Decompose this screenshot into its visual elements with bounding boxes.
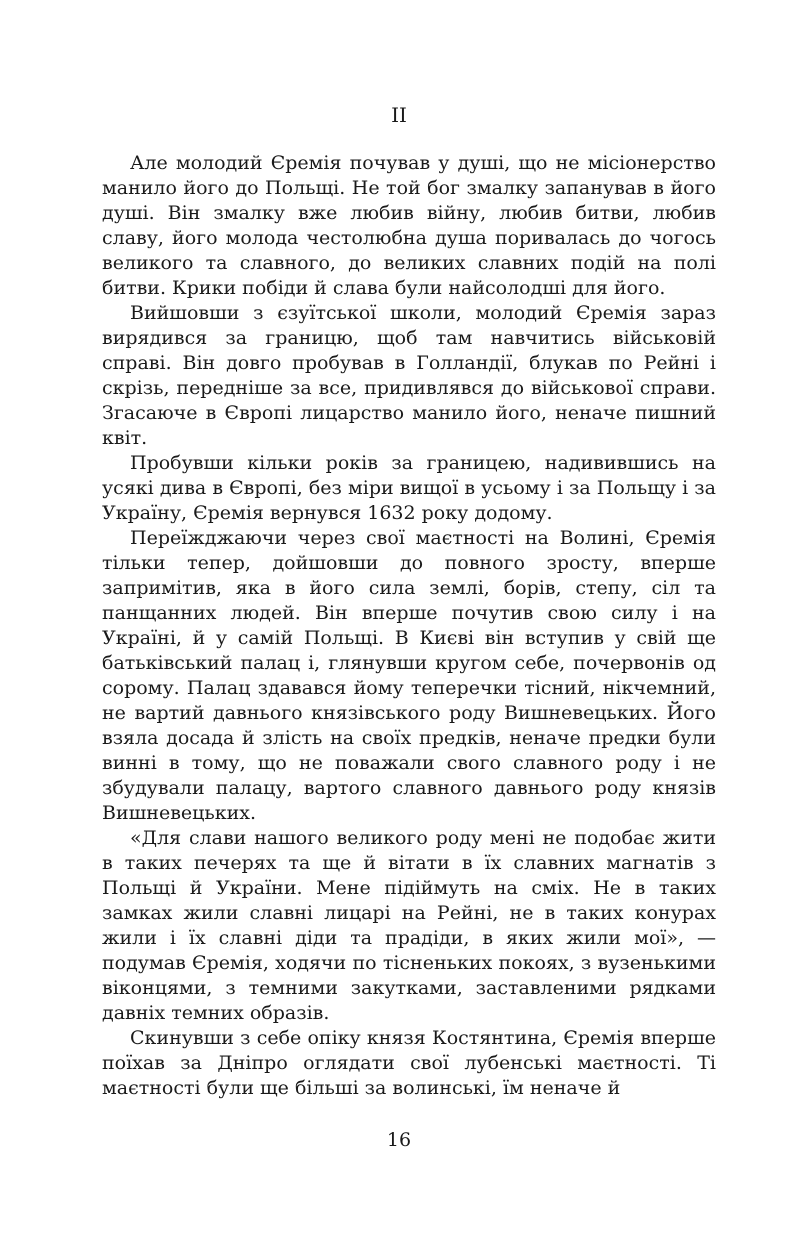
paragraph: Пробувши кільки років за границею, надивившись на усякі дива в Європі, без міри вищої в усьому і за Польщу і за Україну, Єремія вернувся 1632 року додому.: [102, 452, 716, 524]
paragraph: Вийшовши з єзуїтської школи, молодий Єремія зараз вирядився за границю, щоб там навчитись військовій справі. Він довго пробував в Голландії, блукав по Рейні і скрізь, передніше за все, придивлявся до військової справи. Згасаюче в Європі лицарство манило його, неначе пишний квіт.: [102, 302, 716, 449]
paragraph: «Для слави нашого великого роду мені не подобає жити в таких печерях та ще й вітати в їх славних магнатів з Польщі й України. Мене підіймуть на сміх. Не в таких замках жили славні лицарі на Рейні, не в таких конурах жили і їх славні діди та прадіди, в яких жили мої», — подумав Єремія, ходячи по тісненьких покоях, з вузенькими віконцями, з темними закутками, заставленими рядками давніх темних образів.: [102, 827, 716, 1024]
paragraph: Скинувши з себе опіку князя Костянтина, Єремія вперше поїхав за Дніпро оглядати свої лубенські маєтності. Ті маєтності були ще більші за волинські, їм неначе й: [102, 1027, 716, 1099]
page-number: 16: [386, 1129, 412, 1151]
paragraph: Переїжджаючи через свої маєтності на Волині, Єремія тільки тепер, дойшовши до повного зросту, вперше запримітив, яка в його сила землі, борів, степу, сіл та панщанних людей. Він вперше почутив свою силу і на Україні, й у самій Польщі. В Києві він вступив у свій ще батьківський палац і, глянувши кругом себе, почервонів од сорому. Палац здавався йому теперечки тісний, нікчемний, не вартий давнього князівського роду Вишневецьких. Його взяла досада й злість на своїх предків, неначе предки були винні в тому, що не поважали свого славного роду і не збудували палацу, вартого славного давнього роду князів Вишневецьких.: [102, 527, 716, 824]
paragraph: Але молодий Єремія почував у душі, що не місіонерство манило його до Польщі. Не той бог змалку запанував в його душі. Він змалку вже любив війну, любив битви, любив славу, його молода честолюбна душа поривалась до чогось великого та славного, до великих славних подій на полі битви. Крики побіди й слава були найсолодші для його.: [102, 152, 716, 299]
chapter-heading: II: [391, 103, 407, 127]
body-text: [102, 151, 716, 1101]
